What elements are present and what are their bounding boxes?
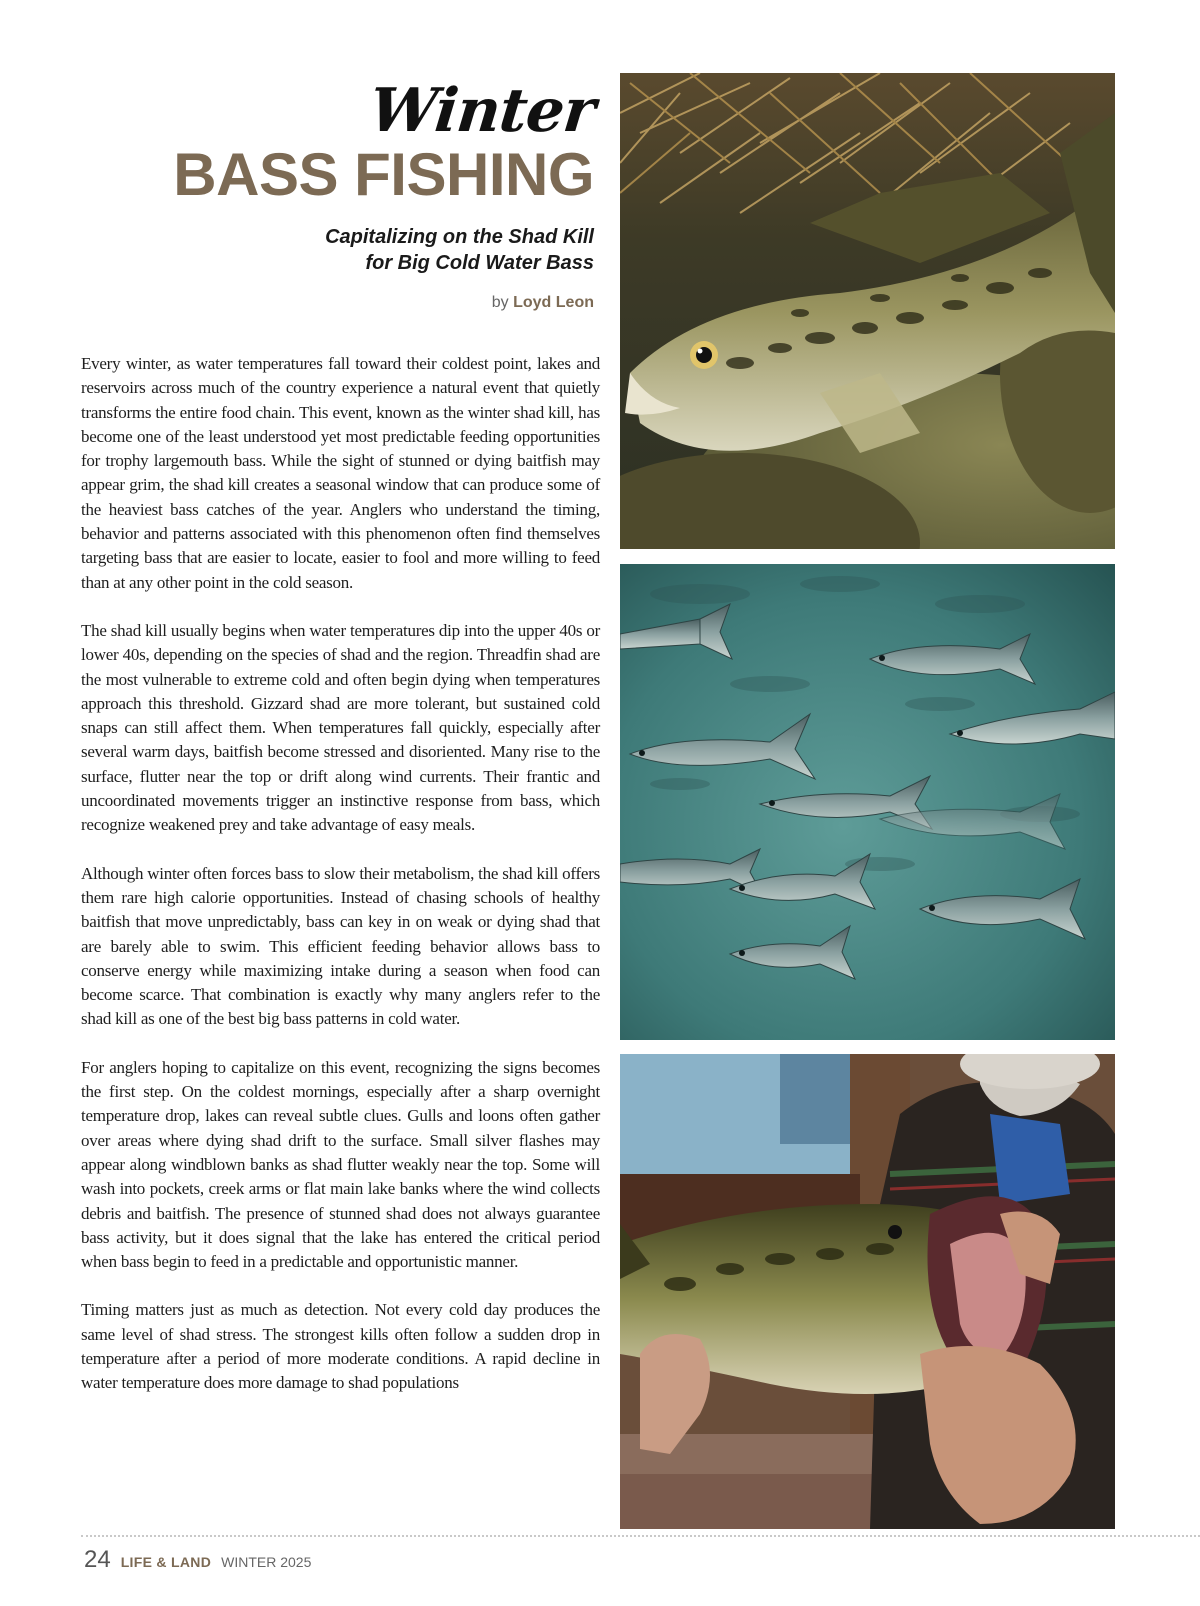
paragraph: Every winter, as water temperatures fall toward their coldest point, lakes and reservoirs across much of the country experience a natural event that quietly transforms the entire food chain. This event, known as the winter shad kill, has become one of the least understood yet most predictable feeding opportunities for trophy largemouth bass. While the sight of stunned or dying baitfish may appear grim, the shad kill creates a seasonal window that can produce some of the heaviest bass catches of the year. Anglers who understand the timing, behavior and patterns associated with this phenomenon often find themselves targeting bass that are easier to locate, easier to fool and more willing to feed than at any other point in the cold season.	[81, 354, 600, 592]
subtitle-line-2: for Big Cold Water Bass	[365, 252, 594, 274]
page-footer	[84, 1546, 311, 1574]
paragraph: Timing matters just as much as detection. Not every cold day produces the same level of shad stress. The strongest kills often follow a sudden drop in temperature after a period of more moderate conditions. A rapid decline in water temperature does more damage to shad populations	[81, 1300, 600, 1393]
title-script: Winter	[366, 76, 598, 146]
magazine-name: LIFE & LAND	[120, 1554, 212, 1570]
photo-shad-school	[620, 564, 1115, 1040]
photo-bass-underwater	[620, 73, 1115, 549]
article-body	[81, 352, 600, 1420]
footer-rule	[81, 1535, 1200, 1537]
byline	[80, 294, 594, 312]
byline-prefix: by	[491, 294, 509, 311]
subtitle-line-1: Capitalizing on the Shad Kill	[325, 226, 594, 248]
issue-label: WINTER 2025	[221, 1554, 312, 1570]
paragraph: Although winter often forces bass to slow their metabolism, the shad kill offers them rare high calorie opportunities. Instead of chasing schools of healthy baitfish that move unpredictably, bass can key in on weak or dying shad that are barely able to swim. This efficient feeding behavior allows bass to conserve energy while maximizing intake during a season when food can become scarce. That combination is exactly why many anglers refer to the shad kill as one of the best big bass patterns in cold water.	[81, 863, 600, 1029]
article-title: BASS FISHING	[173, 141, 594, 208]
paragraph: For anglers hoping to capitalize on this event, recognizing the signs becomes the first step. On the coldest mornings, especially after a sharp overnight temperature drop, lakes can reveal subtle clues. Gulls and loons often gather over areas where dying shad drift to the surface. Small silver flashes may appear along windblown banks as shad flutter weakly near the top. Some will wash into pockets, creek arms or flat main lake banks where the wind collects debris and baitfish. The presence of stunned shad does not always guarantee bass activity, but it does signal that the lake has entered the critical period when bass begin to feed in a predictable and opportunistic manner.	[81, 1057, 600, 1272]
paragraph: The shad kill usually begins when water temperatures dip into the upper 40s or lower 40s, depending on the species of shad and the region. Threadfin shad are the most vulnerable to extreme cold and often begin dying when temperatures approach this threshold. Gizzard shad are more tolerant, but sustained cold snaps can still affect them. When temperatures fall quickly, especially after several warm days, baitfish become stressed and disoriented. Many rise to the surface, flutter near the top or drift along wind currents. Their frantic and uncoordinated movements trigger an instinctive response from bass, which recognize weakened prey and take advantage of easy meals.	[81, 620, 600, 835]
author-name: Loyd Leon	[513, 294, 594, 311]
page-number: 24	[84, 1546, 111, 1573]
photo-angler-holding-bass	[620, 1054, 1115, 1529]
article-subtitle	[80, 224, 594, 276]
article-header	[80, 76, 598, 312]
